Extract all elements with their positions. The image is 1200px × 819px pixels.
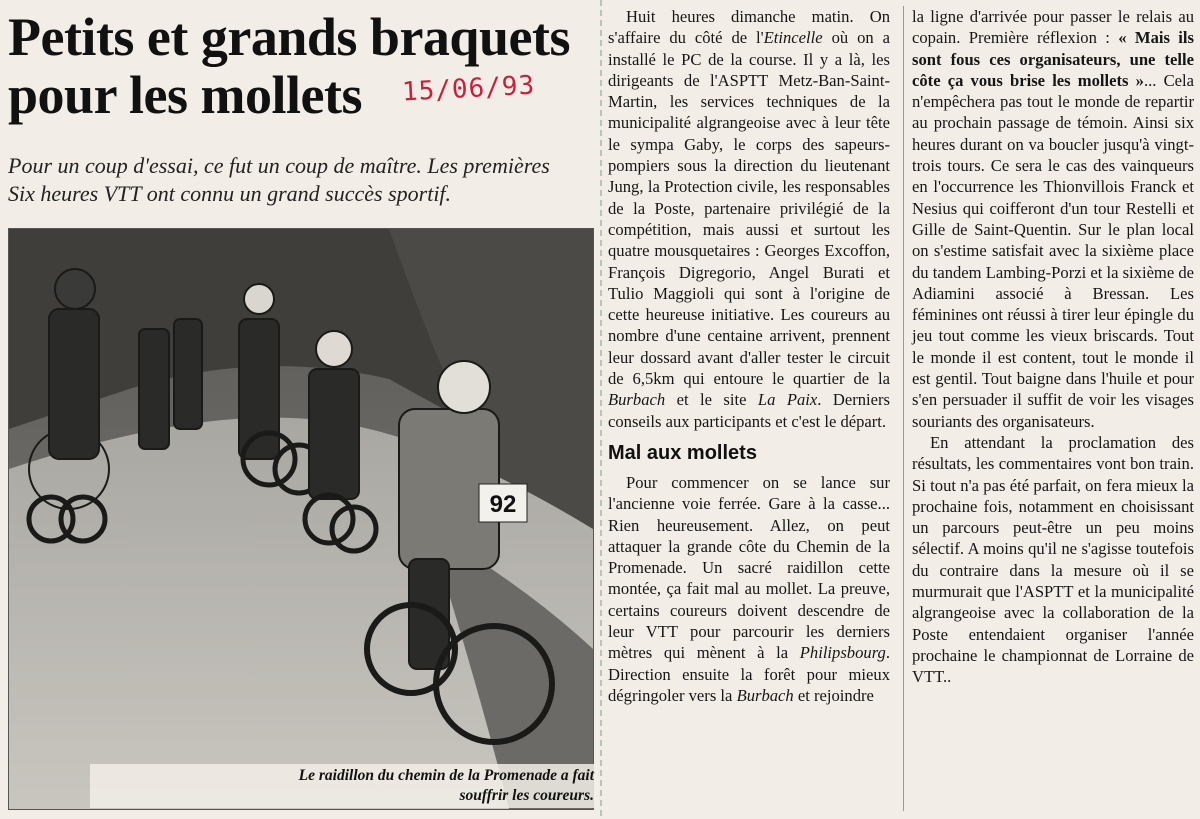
text-run: et rejoindre <box>793 685 874 705</box>
article-column-1 <box>608 6 890 706</box>
text-run-italic: La Paix <box>757 390 818 410</box>
caption-line-2: souffrir les coureurs. <box>459 787 594 804</box>
text-run: . Derniers conseils aux participants et c'est le départ. <box>608 390 890 431</box>
race-photo <box>8 228 594 810</box>
paragraph-1 <box>608 6 890 432</box>
caption-line-1: Le raidillon du chemin de la Promenade a fait <box>298 767 594 784</box>
text-run: Huit heures dimanche matin. On s'affaire du côté de l' <box>608 7 890 48</box>
column-divider <box>903 6 904 811</box>
text-run: Pour commencer on se lance sur l'ancienne voie ferrée. Gare à la casse... Rien heureusement. Allez, on peut attaquer la grande côte du Chemin de la Promenade. Un sacré raidillon cette montée, ça fait mal au mollet. La preuve, certains coureurs doivent descendre de leur VTT pour parcourir les derniers mètres qui mènent à la <box>608 472 890 663</box>
section-title: Mal aux mollets <box>608 441 757 464</box>
headline-line-2: pour les mollets <box>8 65 362 125</box>
clipping-edge <box>600 0 602 819</box>
paragraph-4: En attendant la proclamation des résultats, les commentaires vont bon train. Si tout n'a pas été parfait, on fera mieux la prochaine fois, notamment en choisissant un parcours peut-être un peu moins sélectif. A moins qu'il ne s'agisse toutefois du contraire dans la mesure où il se murmurait que l'ASPTT et la municipalité algrangeoise avec la collaboration de la Poste entendaient organiser l'année prochaine le championnat de Lorraine de VTT.. <box>912 432 1194 687</box>
subhead <box>8 152 598 208</box>
headline <box>8 8 598 124</box>
race-photo-illustration <box>9 229 593 809</box>
text-run: ... Cela n'empêchera pas tout le monde de repartir au prochain passage de témoin. Ainsi six heures durant on va boucler jusqu'à vingt-trois tours. Ce sera le cas des vainqueurs en l'occurrence les Thionvillois Franck et Nesius qui coifferont d'un tour Restelli et Gille de Saint-Quentin. Sur le plan local on s'estime satisfait avec la sixième place du tandem Lambing-Porzi et la sixième de Adiamini associé à Bressan. Les féminines ont réussi à tirer leur épingle du jeu tout comme les vieux briscards. Tout le monde il est content, tout le monde il est gentil. Tout baigne dans l'huile et pour s'en persuader il suffit de voir les visages souriants des organisateurs. <box>912 70 1195 431</box>
photo-caption <box>90 764 598 808</box>
paragraph-2 <box>608 472 890 706</box>
text-run: où on a installé le PC de la course. Il y a là, les dirigeants de l'ASPTT Metz-Ban-Saint-Martin, les services techniques de la municipalité algrangeoise avec à leur tête le sympa Gaby, le corps des sapeurs-pompiers sous la direction du lieutenant Jung, la Protection civile, les responsables de la Poste, partenaire privilégié de la compétition, mais aussi et surtout les quatre mousquetaires : Georges Excoffon, François Digregorio, Angel Burati et Tulio Maggioli qui sont à l'origine de cette heureuse initiative. Les coureurs au nombre d'une centaine arrivent, prennent leur dossard avant d'aller tester le circuit de 6,5km qui entoure le quartier de la <box>608 28 890 389</box>
text-run: et le site <box>665 390 758 410</box>
text-run: . Direction ensuite la forêt pour mieux dégringoler vers la <box>608 643 890 705</box>
paragraph-3 <box>912 6 1194 432</box>
text-run: la ligne d'arrivée pour passer le relais au copain. Première réflexion : <box>912 7 1194 48</box>
headline-line-1: Petits et grands braquets <box>8 7 570 67</box>
bib-number: 92 <box>489 491 517 518</box>
handwritten-date-stamp: 15/06/93 <box>401 70 536 108</box>
text-run-italic: Burbach <box>736 685 794 705</box>
article-column-2 <box>912 6 1194 688</box>
quote: « Mais ils sont fous ces organisateurs, une telle côte ça vous brise les mollets » <box>912 28 1194 90</box>
subhead-line-1: Pour un coup d'essai, ce fut un coup de maître. Les premières <box>8 153 550 178</box>
text-run-italic: Etincelle <box>763 28 823 48</box>
subhead-line-2: Six heures VTT ont connu un grand succès sportif. <box>8 181 452 206</box>
text-run-italic: Burbach <box>608 390 666 410</box>
text-run-italic: Philipsbourg <box>799 643 886 663</box>
